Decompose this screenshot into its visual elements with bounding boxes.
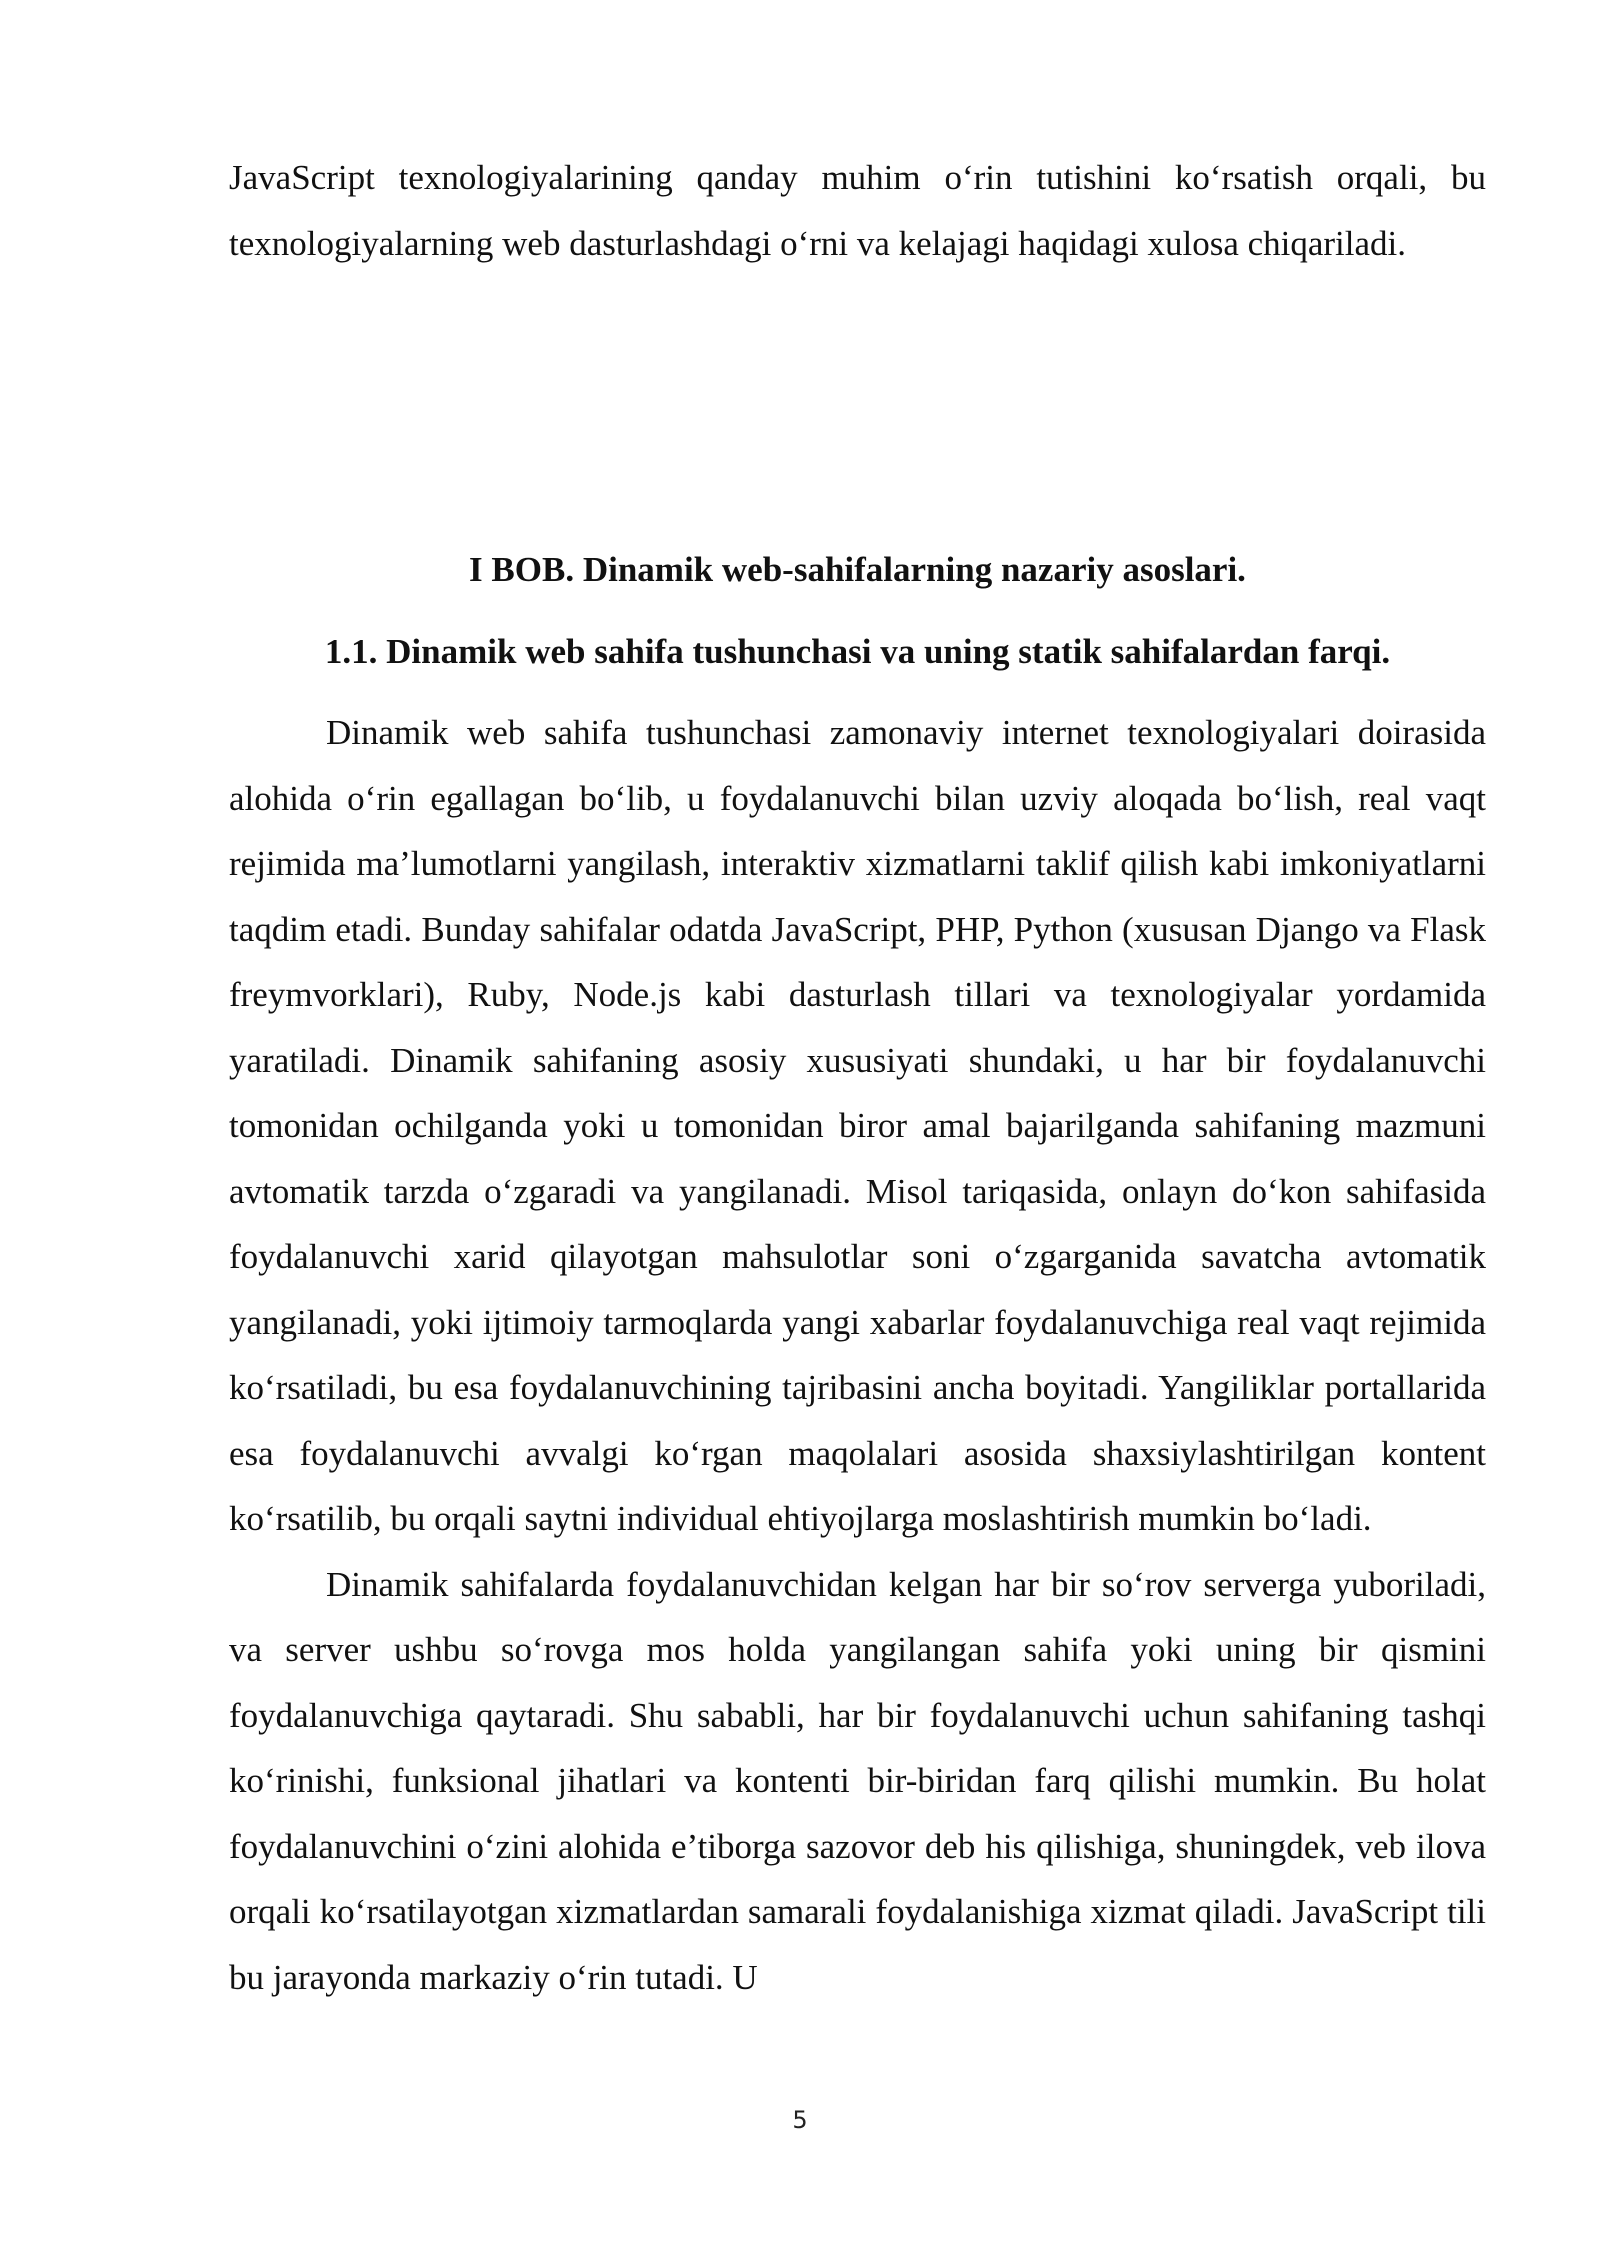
body-paragraph: Dinamik web sahifa tushunchasi zamonaviy internet texnologiyalari doirasida alohida o‘rin egallagan bo‘lib, u foydalanuvchi bilan uzviy aloqada bo‘lish, real vaqt rejimida ma’lumotlarni yangilash, interaktiv xizmatlarni taklif qilish kabi imkoniyatlarni taqdim etadi. Bunday sahifalar odatda JavaScript, PHP, Python (xususan Django va Flask freymvorklari), Ruby, Node.js kabi dasturlash tillari va texnologiyalar yordamida yaratiladi. Dinamik sahifaning asosiy xususiyati shundaki, u har bir foydalanuvchi tomonidan ochilganda yoki u tomonidan biror amal bajarilganda sahifaning mazmuni avtomatik tarzda o‘zgaradi va yangilanadi. Misol tariqasida, onlayn do‘kon sahifasida foydalanuvchi xarid qilayotgan mahsulotlar soni o‘zgarganida savatcha avtomatik yangilanadi, yoki ijtimoiy tarmoqlarda yangi xabarlar foydalanuvchiga real vaqt rejimida ko‘rsatiladi, bu esa foydalanuvchining tajribasini ancha boyitadi. Yangiliklar portallarida esa foydalanuvchi avvalgi ko‘rgan maqolalari asosida shaxsiylashtirilgan kontent ko‘rsatilib, bu orqali saytni individual ehtiyojlarga moslashtirish mumkin bo‘ladi. xyxy=(229,713,1486,1538)
body-text xyxy=(229,700,1486,2010)
page-number: 5 xyxy=(792,2106,808,2134)
section-title: 1.1. Dinamik web sahifa tushunchasi va uning statik sahifalardan farqi. xyxy=(324,632,1391,671)
chapter-title: I BOB. Dinamik web-sahifalarning nazariy asoslari. xyxy=(469,550,1246,589)
intro-paragraph: JavaScript texnologiyalarining qanday muhim o‘rin tutishini ko‘rsatish orqali, bu texnologiyalarning web dasturlashdagi o‘rni va kelajagi haqidagi xulosa chiqariladi. xyxy=(229,158,1486,263)
intro-block xyxy=(229,145,1486,276)
body-paragraph: Dinamik sahifalarda foydalanuvchidan kelgan har bir so‘rov serverga yuboriladi, va server ushbu so‘rovga mos holda yangilangan sahifa yoki uning bir qismini foydalanuvchiga qaytaradi. Shu sababli, har bir foydalanuvchi uchun sahifaning tashqi ko‘rinishi, funksional jihatlari va kontenti bir-biridan farq qilishi mumkin. Bu holat foydalanuvchini o‘zini alohida e’tiborga sazovor deb his qilishiga, shuningdek, veb ilova orqali ko‘rsatilayotgan xizmatlardan samarali foydalanishiga xizmat qiladi. JavaScript tili bu jarayonda markaziy o‘rin tutadi. U xyxy=(229,1564,1486,1997)
